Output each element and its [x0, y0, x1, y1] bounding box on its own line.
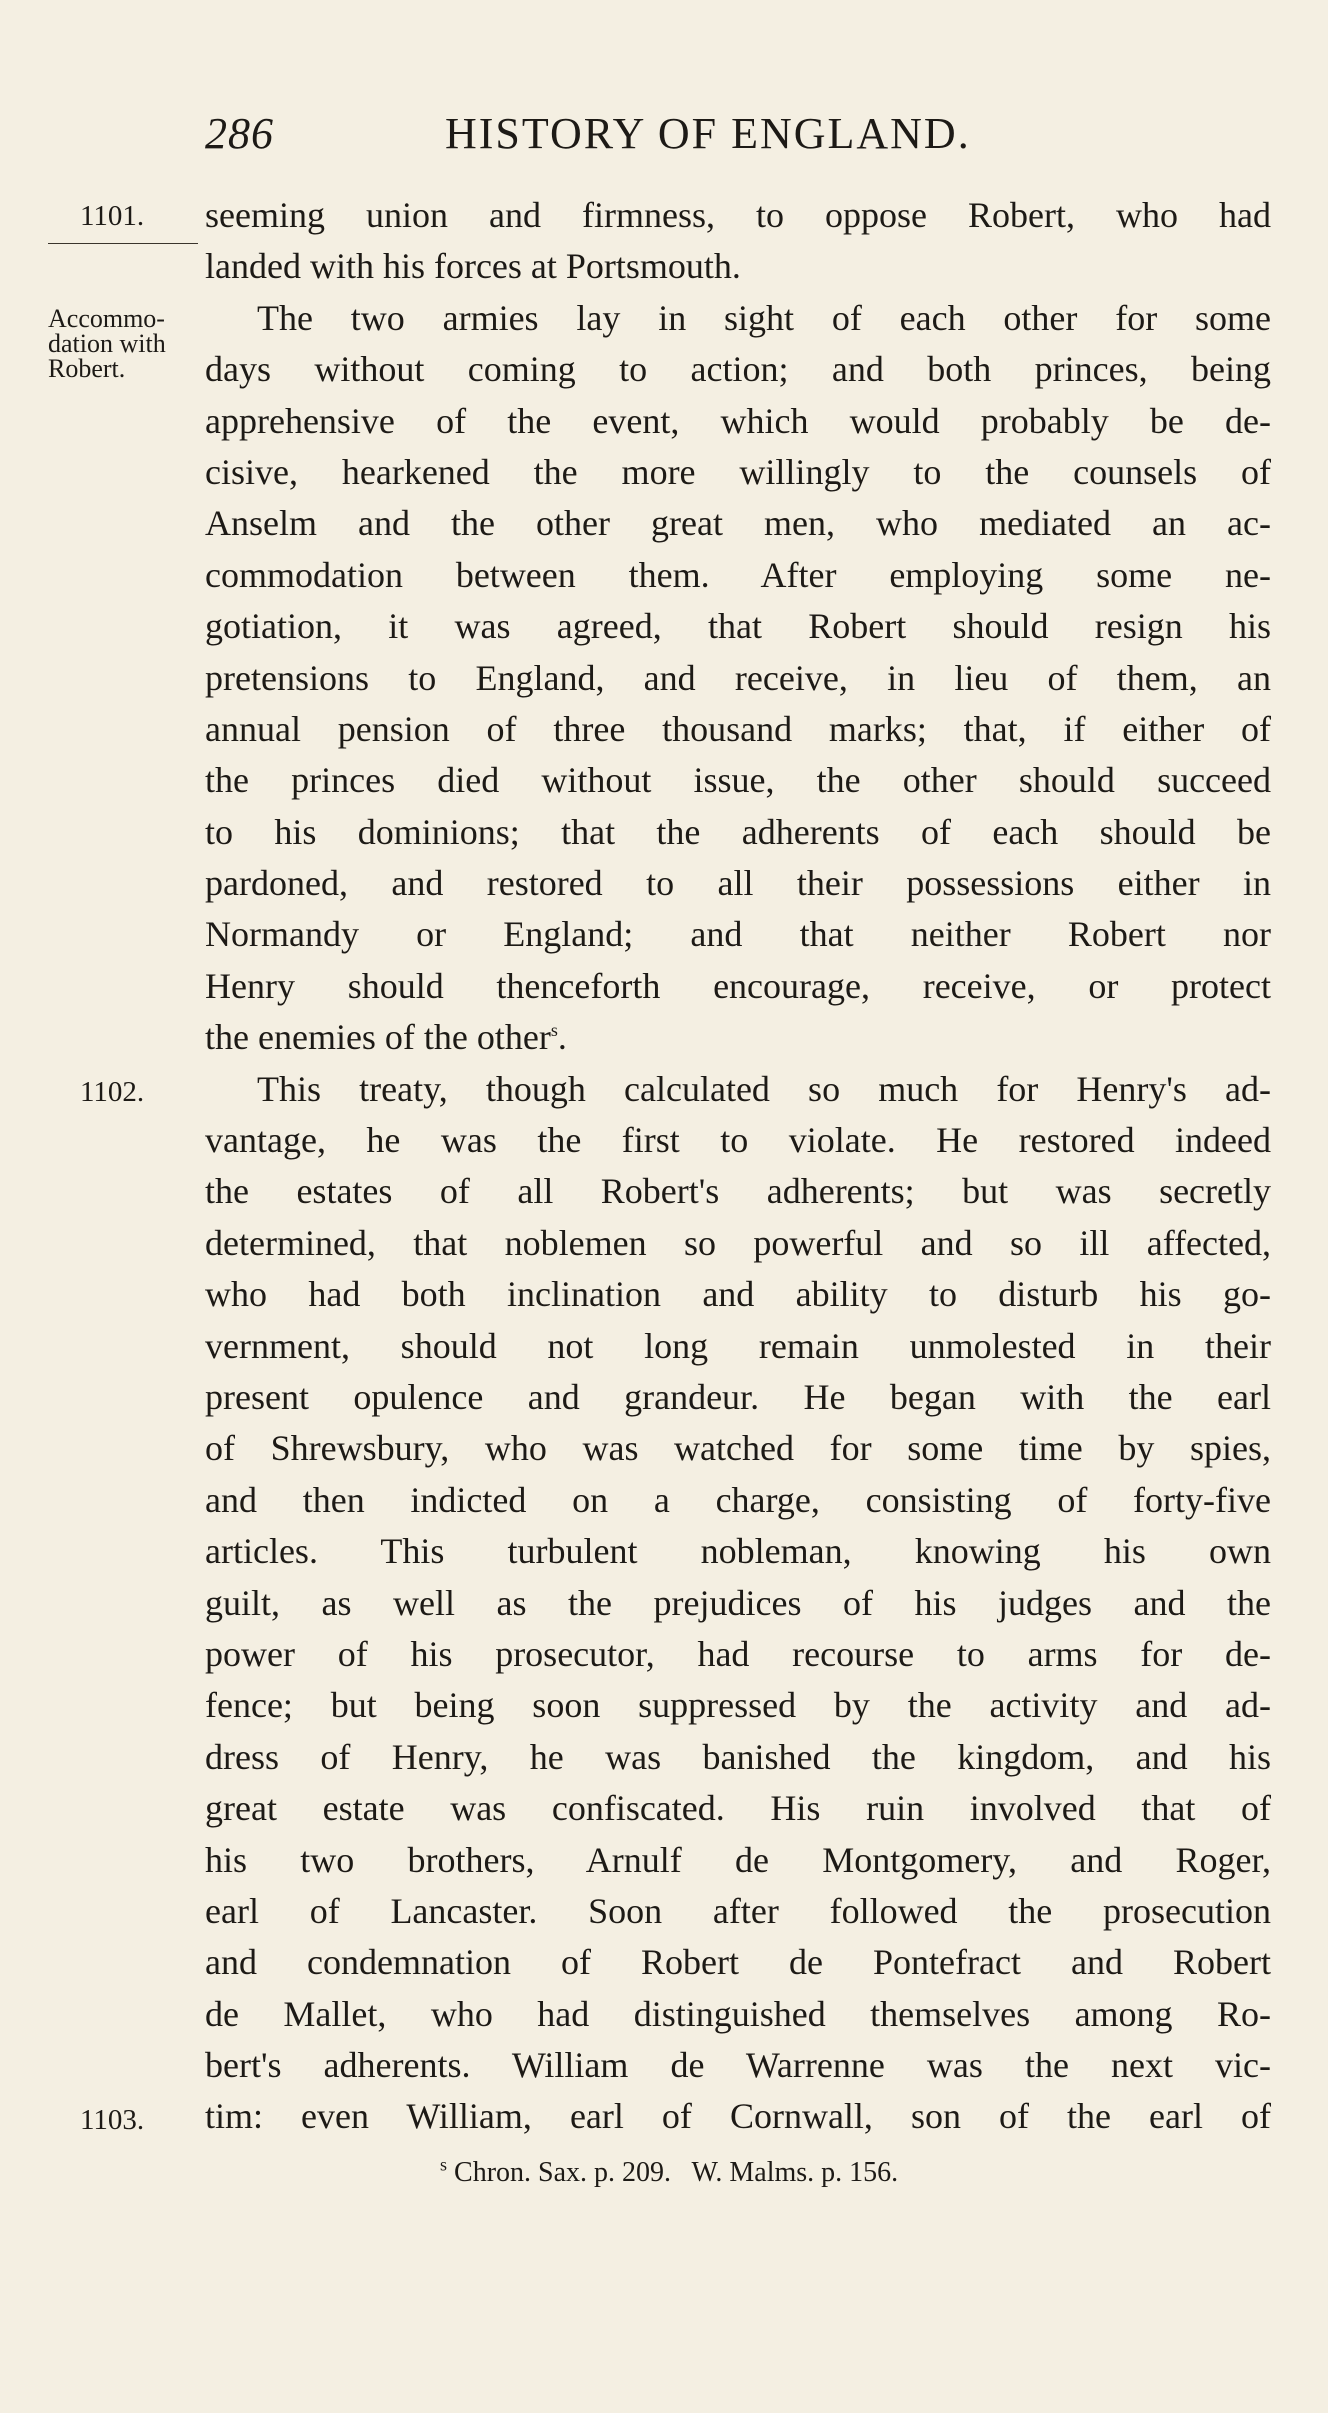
text-line: earl of Lancaster. Soon after followed the prosecution — [205, 1890, 1271, 1931]
text-line: The two armies lay in sight of each other for some — [257, 297, 1271, 338]
margin-year-1103: 1103. — [80, 2104, 145, 2136]
text-line: tim: even William, earl of Cornwall, son of the earl of — [205, 2096, 1271, 2137]
text-line: Anselm and the other great men, who mediated an ac- — [205, 503, 1271, 544]
margin-year-1101: 1101. — [80, 200, 145, 232]
text-line: landed with his forces at Portsmouth. — [205, 246, 741, 287]
text-line: gotiation, it was agreed, that Robert should resign his — [205, 606, 1271, 647]
footnote-text: Chron. Sax. p. 209. W. Malms. p. 156. — [454, 2157, 899, 2188]
text-line: vantage, he was the first to violate. He restored indeed — [205, 1120, 1271, 1161]
text-line: the princes died without issue, the other should succeed — [205, 760, 1271, 801]
text-line: fence; but being soon suppressed by the activity and ad- — [205, 1685, 1271, 1726]
text-line: to his dominions; that the adherents of each should be — [205, 811, 1271, 852]
text-line: articles. This turbulent nobleman, knowing his own — [205, 1531, 1271, 1572]
text-line: de Mallet, who had distinguished themselves among Ro- — [205, 1993, 1271, 2034]
text-line: Henry should thenceforth encourage, receive, or protect — [205, 965, 1271, 1006]
footnote-marker: s — [550, 1020, 558, 1041]
text-line: who had both inclination and ability to disturb his go- — [205, 1274, 1271, 1315]
margin-rule — [48, 243, 198, 244]
text-line: determined, that noblemen so powerful and so ill affected, — [205, 1222, 1271, 1263]
text-line: the enemies of the other — [205, 1017, 551, 1058]
text-line: vernment, should not long remain unmolested in their — [205, 1325, 1271, 1366]
footnote-marker: s — [440, 2154, 448, 2175]
page-number: 286 — [205, 109, 274, 158]
running-title: HISTORY OF ENGLAND. — [445, 109, 971, 158]
text-line: guilt, as well as the prejudices of his judges and the — [205, 1582, 1271, 1623]
text-line: annual pension of three thousand marks; that, if either of — [205, 708, 1271, 749]
text-line: of Shrewsbury, who was watched for some time by spies, — [205, 1428, 1271, 1469]
text-line: days without coming to action; and both princes, being — [205, 349, 1271, 390]
text-line: This treaty, though calculated so much for Henry's ad- — [257, 1068, 1271, 1109]
text-line: present opulence and grandeur. He began with the earl — [205, 1376, 1271, 1417]
text-line: cisive, hearkened the more willingly to the counsels of — [205, 451, 1271, 492]
text-line: pretensions to England, and receive, in lieu of them, an — [205, 657, 1271, 698]
line-period: . — [557, 1017, 567, 1058]
text-line: pardoned, and restored to all their possessions either in — [205, 863, 1271, 904]
text-line: Normandy or England; and that neither Robert nor — [205, 914, 1271, 955]
text-line: and condemnation of Robert de Pontefract and Robert — [205, 1942, 1271, 1983]
text-line: great estate was confiscated. His ruin involved that of — [205, 1788, 1271, 1829]
margin-year-1102: 1102. — [80, 1076, 145, 1108]
text-line: seeming union and firmness, to oppose Robert, who had — [205, 195, 1271, 235]
margin-note — [48, 306, 198, 381]
margin-note-line: Robert. — [48, 354, 126, 383]
text-line: his two brothers, Arnulf de Montgomery, and Roger, — [205, 1839, 1271, 1880]
running-header — [205, 108, 1045, 168]
text-line: and then indicted on a charge, consisting of forty-five — [205, 1479, 1271, 1520]
text-line: bert's adherents. William de Warrenne was the next vic- — [205, 2045, 1271, 2086]
margin-note-line: Accommo- — [48, 304, 165, 333]
text-line-with-footnote — [205, 1012, 1271, 1063]
body-text — [205, 190, 1271, 2143]
text-line: apprehensive of the event, which would probably be de- — [205, 400, 1271, 441]
text-line: power of his prosecutor, had recourse to arms for de- — [205, 1633, 1271, 1674]
text-line: commodation between them. After employing some ne- — [205, 554, 1271, 595]
margin-note-line: dation with — [48, 329, 166, 358]
text-line: the estates of all Robert's adherents; but was secretly — [205, 1171, 1271, 1212]
footnote — [440, 2154, 899, 2189]
text-line: dress of Henry, he was banished the kingdom, and his — [205, 1736, 1271, 1777]
